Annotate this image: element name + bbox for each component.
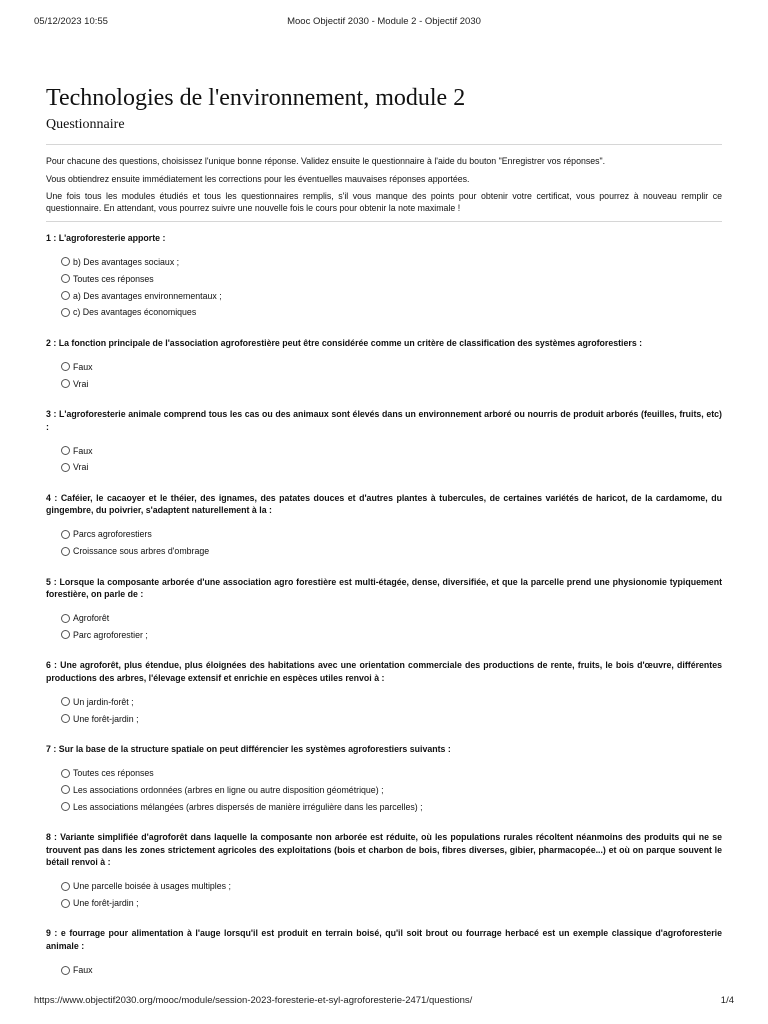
answer-option-label[interactable]: Une forêt-jardin ; <box>73 898 139 909</box>
answer-option-label[interactable]: Une parcelle boisée à usages multiples ; <box>73 881 231 892</box>
page-title: Technologies de l'environnement, module 2 <box>46 85 466 111</box>
answer-option-label[interactable]: Faux <box>73 445 93 456</box>
answer-option[interactable] <box>61 442 722 459</box>
radio-button[interactable] <box>61 785 70 794</box>
question-list <box>46 232 722 978</box>
answer-option[interactable] <box>61 287 722 304</box>
answer-option-label[interactable]: Agroforêt <box>73 613 110 624</box>
answer-option-label[interactable]: Vrai <box>73 378 89 389</box>
answer-option[interactable] <box>61 254 722 271</box>
question-text: 1 : L'agroforesterie apporte : <box>46 233 166 243</box>
answer-option-label[interactable]: Les associations ordonnées (arbres en ligne ou autre disposition géométrique) ; <box>73 784 384 795</box>
radio-button[interactable] <box>61 899 70 908</box>
answer-option[interactable] <box>61 358 722 375</box>
radio-button[interactable] <box>61 697 70 706</box>
question-text: 5 : Lorsque la composante arborée d'une association agro forestière est multi-étagée, dense, diversifiée, et que la parcelle prend une physionomie typiquement forestière, on parle de : <box>46 576 722 600</box>
answer-option[interactable] <box>61 459 722 476</box>
answer-options <box>61 878 722 912</box>
answer-option-label[interactable]: a) Des avantages environnementaux ; <box>73 290 222 301</box>
print-footer <box>34 995 734 1009</box>
question-1 <box>46 232 722 321</box>
answer-options <box>61 610 722 644</box>
answer-options <box>61 358 722 392</box>
radio-button[interactable] <box>61 463 70 472</box>
radio-button[interactable] <box>61 630 70 639</box>
radio-button[interactable] <box>61 530 70 539</box>
answer-option[interactable] <box>61 627 722 644</box>
question-3 <box>46 408 722 476</box>
question-text: 2 : La fonction principale de l'association agroforestière peut être considérée comme un critère de classification des systèmes agroforestiers : <box>46 337 643 348</box>
question-9 <box>46 927 722 978</box>
answer-option[interactable] <box>61 270 722 287</box>
question-6 <box>46 659 722 727</box>
answer-options <box>61 442 722 476</box>
answer-option-label[interactable]: Les associations mélangées (arbres dispersés de manière irrégulière dans les parcelles) ; <box>73 801 423 812</box>
question-text: 6 : Une agroforêt, plus étendue, plus éloignées des habitations avec une orientation commerciale des productions de rente, fruits, le bois d'œuvre, différentes productions des arbres, l'élevage extensif et enrichie en espèces utiles renvoi à : <box>46 660 722 683</box>
answer-option[interactable] <box>61 895 722 912</box>
radio-button[interactable] <box>61 379 70 388</box>
question-5 <box>46 576 722 644</box>
answer-option[interactable] <box>61 375 722 392</box>
question-text: 4 : Caféier, le cacaoyer et le théier, des ignames, des patates douces et d'autres plantes à tubercules, de certaines variétés de haricot, de la cardamome, du gingembre, du poivrier, s'adaptent naturellement à la : <box>46 492 722 516</box>
question-2 <box>46 337 722 392</box>
answer-option-label[interactable]: Toutes ces réponses <box>73 768 154 779</box>
answer-option[interactable] <box>61 526 722 543</box>
answer-option-label[interactable]: Une forêt-jardin ; <box>73 713 139 724</box>
radio-button[interactable] <box>61 614 70 623</box>
answer-option[interactable] <box>61 765 722 782</box>
divider <box>46 221 722 222</box>
answer-options <box>61 694 722 728</box>
answer-option[interactable] <box>61 710 722 727</box>
radio-button[interactable] <box>61 362 70 371</box>
intro-paragraph: Une fois tous les modules étudiés et tous les questionnaires remplis, s'il vous manque des points pour obtenir votre certificat, vous pourrez à nouveau remplir ce questionnaire. En attendant, vous pourrez suivre une nouvelle fois le cours pour obtenir la note maximale ! <box>46 191 722 213</box>
divider <box>46 144 722 145</box>
answer-option-label[interactable]: Un jardin-forêt ; <box>73 696 134 707</box>
answer-option-label[interactable]: Faux <box>73 361 93 372</box>
answer-options <box>61 962 722 979</box>
question-text: 9 : e fourrage pour alimentation à l'auge lorsqu'il est produit en terrain boisé, qu'il soit brout ou fourrage herbacé est un exemple classique d'agroforesterie animale : <box>46 928 722 952</box>
radio-button[interactable] <box>61 547 70 556</box>
answer-options <box>61 254 722 321</box>
radio-button[interactable] <box>61 257 70 266</box>
answer-option-label[interactable]: b) Des avantages sociaux ; <box>73 256 180 267</box>
question-text: 7 : Sur la base de la structure spatiale on peut différencier les systèmes agroforestiers suivants : <box>46 744 451 755</box>
radio-button[interactable] <box>61 291 70 300</box>
intro-paragraph: Vous obtiendrez ensuite immédiatement les corrections pour les éventuelles mauvaises réponses apportées. <box>46 173 470 184</box>
page-subtitle: Questionnaire <box>46 117 125 132</box>
print-page-number: 1/4 <box>720 995 734 1006</box>
answer-option[interactable] <box>61 798 722 815</box>
answer-option[interactable] <box>61 781 722 798</box>
question-4 <box>46 492 722 560</box>
answer-option-label[interactable]: Vrai <box>73 462 89 473</box>
answer-option-label[interactable]: Parcs agroforestiers <box>73 529 152 540</box>
radio-button[interactable] <box>61 769 70 778</box>
answer-option-label[interactable]: Toutes ces réponses <box>73 273 154 284</box>
print-page-title: Mooc Objectif 2030 - Module 2 - Objectif 2030 <box>287 16 481 27</box>
radio-button[interactable] <box>61 882 70 891</box>
answer-options <box>61 765 722 815</box>
answer-options <box>61 526 722 560</box>
radio-button[interactable] <box>61 714 70 723</box>
answer-option[interactable] <box>61 543 722 560</box>
print-datetime: 05/12/2023 10:55 <box>34 16 108 27</box>
print-url: https://www.objectif2030.org/mooc/module/session-2023-foresterie-et-syl-agroforesterie-2471/questions/ <box>34 995 473 1006</box>
answer-option-label[interactable]: Parc agroforestier ; <box>73 629 148 640</box>
questionnaire-content <box>46 84 722 994</box>
question-8 <box>46 831 722 911</box>
answer-option-label[interactable]: c) Des avantages économiques <box>73 307 197 318</box>
radio-button[interactable] <box>61 966 70 975</box>
intro-text <box>46 156 722 214</box>
answer-option[interactable] <box>61 694 722 711</box>
print-header <box>34 16 734 30</box>
answer-option-label[interactable]: Croissance sous arbres d'ombrage <box>73 546 210 557</box>
answer-option-label[interactable]: Faux <box>73 965 93 976</box>
radio-button[interactable] <box>61 274 70 283</box>
radio-button[interactable] <box>61 802 70 811</box>
answer-option[interactable] <box>61 962 722 979</box>
radio-button[interactable] <box>61 446 70 455</box>
answer-option[interactable] <box>61 878 722 895</box>
question-text: 3 : L'agroforesterie animale comprend tous les cas ou des animaux sont élevés dans un environnement arboré ou nourris de produit arborés (feuilles, fruits, etc) : <box>46 408 722 432</box>
answer-option[interactable] <box>61 610 722 627</box>
radio-button[interactable] <box>61 308 70 317</box>
question-text: 8 : Variante simplifiée d'agroforêt dans laquelle la composante non arborée est réduite, où les populations rurales récoltent néanmoins des produits qui ne se trouvent pas dans les zones strictement agricoles des exploitations (bois et charbon de bois, fibres diverses, gibier, pharmacopée...) et où on parque souvent le bétail renvoi à : <box>46 832 722 868</box>
question-7 <box>46 743 722 815</box>
answer-option[interactable] <box>61 304 722 321</box>
intro-paragraph: Pour chacune des questions, choisissez l'unique bonne réponse. Validez ensuite le questionnaire à l'aide du bouton "Enregistrer vos réponses". <box>46 156 606 166</box>
